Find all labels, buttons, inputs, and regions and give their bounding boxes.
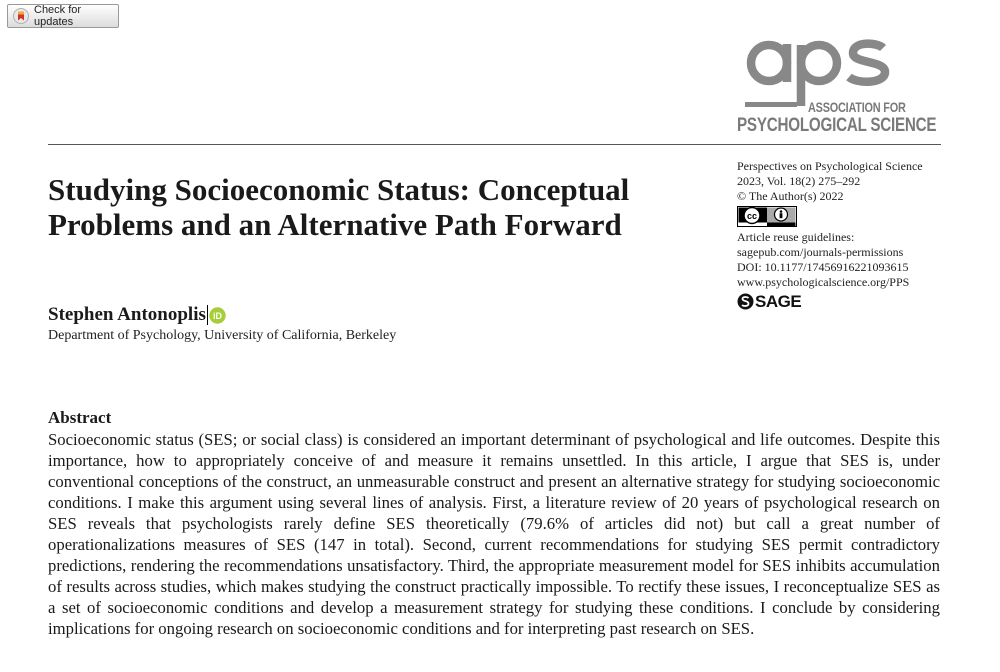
abstract-body: Socioeconomic status (SES; or social class) is considered an important determinant of psychological and life outcomes. Despite this importance, how to appropriately conceive of and measure it remains unsettled. In this article, I argue that SES is, under conventional conceptions of the construct, an unmeasurable construct and present an alternative strategy for studying socioeconomic conditions. I make this argument using several lines of analysis. First, a literature review of 20 years of psychological research on SES reveals that psychologists rarely define SES theoretically (79.6% of articles did not) but call a great number of operationalizations measures of SES (147 in total). Second, current recommendations for studying SES permit contradictory predictions, rendering the recommendations unsatisfactory. Third, the appropriate measurement model for SES inhibits accumulation of results across studies, which makes studying the construct practically impossible. To rectify these issues, I reconceptualize SES as a set of socioeconomic conditions and develop a measurement strategy for studying these conditions. I conclude by considering implications for ongoing research on socioeconomic conditions and for interpreting past research on SES. — [48, 430, 940, 638]
sage-wordmark: SAGE — [755, 292, 802, 311]
abstract-heading: Abstract — [48, 408, 112, 427]
aps-logo — [737, 36, 937, 136]
svg-text:iD: iD — [212, 310, 222, 321]
copyright: © The Author(s) 2022 — [737, 189, 844, 203]
header-divider — [48, 144, 941, 145]
sage-logo — [737, 293, 952, 310]
aps-psychological-science: PSYCHOLOGICAL SCIENCE — [737, 114, 937, 136]
author-name[interactable]: Stephen Antonoplis — [48, 304, 206, 325]
text-cursor — [207, 305, 208, 325]
journal-name: Perspectives on Psychological Science — [737, 159, 923, 173]
journal-website[interactable]: www.psychologicalscience.org/PPS — [737, 275, 910, 289]
author-affiliation: Department of Psychology, University of California, Berkeley — [48, 328, 397, 343]
orcid-icon[interactable] — [209, 307, 226, 324]
check-for-updates-button[interactable] — [7, 4, 119, 28]
article-title: Studying Socioeconomic Status: Conceptual Problems and an Alternative Path Forward — [48, 172, 630, 242]
aps-association-for: ASSOCIATION FOR — [808, 99, 906, 115]
author-line — [48, 304, 226, 326]
svg-text:cc: cc — [746, 211, 758, 221]
doi[interactable]: DOI: 10.1177/17456916221093615 — [737, 260, 909, 274]
reuse-link[interactable]: sagepub.com/journals-permissions — [737, 245, 904, 259]
aps-logo-icon — [745, 36, 895, 108]
reuse-label: Article reuse guidelines: — [737, 230, 855, 244]
journal-info — [737, 159, 952, 310]
sage-logo-icon — [737, 293, 754, 310]
check-for-updates-label: Check for updates — [34, 4, 82, 28]
creative-commons-by-icon — [737, 206, 797, 227]
crossmark-icon — [13, 8, 29, 24]
journal-volume: 2023, Vol. 18(2) 275–292 — [737, 174, 861, 188]
